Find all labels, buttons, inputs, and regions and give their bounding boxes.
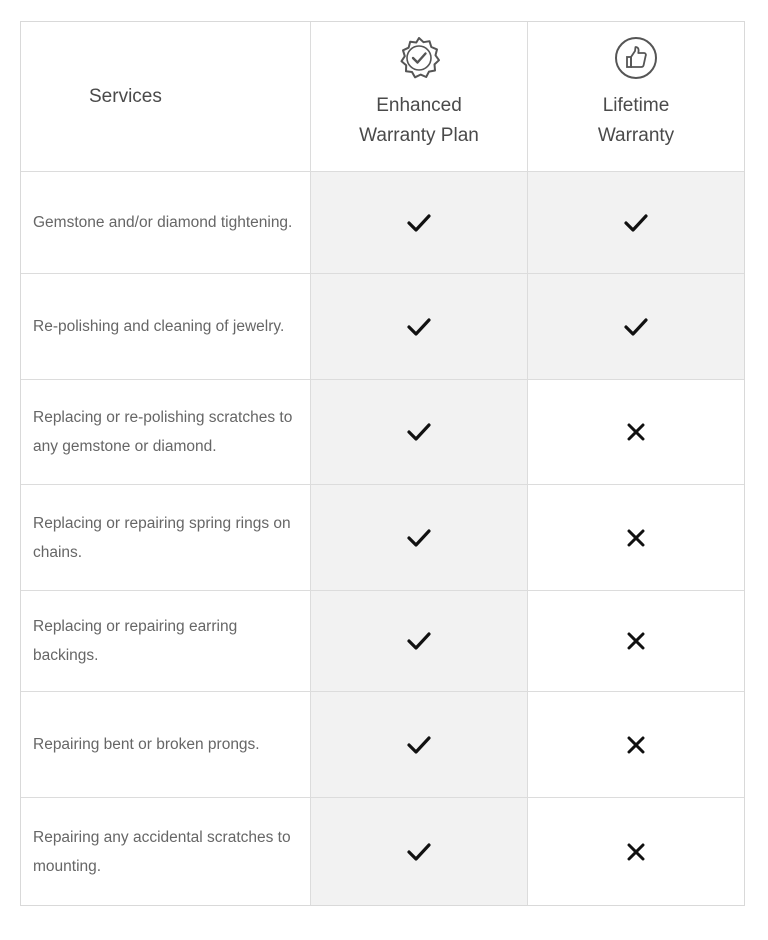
cross-icon	[627, 423, 645, 441]
enhanced-mark-cell	[311, 380, 528, 485]
check-icon	[407, 213, 431, 233]
lifetime-mark-cell	[528, 798, 744, 905]
service-cell: Replacing or re-polishing scratches to any gemstone or diamond.	[21, 380, 311, 485]
cross-icon	[627, 736, 645, 754]
lifetime-mark-cell	[528, 591, 744, 692]
warranty-comparison-table	[20, 21, 745, 906]
service-cell: Repairing any accidental scratches to mounting.	[21, 798, 311, 905]
badge-check-icon	[397, 36, 441, 85]
enhanced-mark-cell	[311, 485, 528, 591]
enhanced-mark-cell	[311, 274, 528, 380]
check-icon	[407, 528, 431, 548]
lifetime-mark-cell	[528, 692, 744, 798]
service-cell: Repairing bent or broken prongs.	[21, 692, 311, 798]
enhanced-mark-cell	[311, 692, 528, 798]
lifetime-warranty-header	[528, 22, 744, 172]
thumbs-up-icon	[614, 36, 658, 85]
enhanced-mark-cell	[311, 591, 528, 692]
lifetime-mark-cell	[528, 380, 744, 485]
check-icon	[407, 631, 431, 651]
service-cell: Replacing or repairing spring rings on chains.	[21, 485, 311, 591]
enhanced-plan-header	[311, 22, 528, 172]
enhanced-mark-cell	[311, 172, 528, 274]
cross-icon	[627, 529, 645, 547]
service-cell: Re-polishing and cleaning of jewelry.	[21, 274, 311, 380]
lifetime-warranty-title-line1: Lifetime	[602, 95, 670, 116]
check-icon	[624, 213, 648, 233]
service-cell: Gemstone and/or diamond tightening.	[21, 172, 311, 274]
lifetime-mark-cell	[528, 274, 744, 380]
services-header	[21, 22, 311, 172]
enhanced-plan-title-line2: Warranty Plan	[359, 125, 479, 146]
services-header-label: Services	[89, 85, 162, 107]
lifetime-mark-cell	[528, 485, 744, 591]
check-icon	[624, 317, 648, 337]
cross-icon	[627, 632, 645, 650]
check-icon	[407, 735, 431, 755]
check-icon	[407, 422, 431, 442]
lifetime-mark-cell	[528, 172, 744, 274]
enhanced-plan-title-line1: Enhanced	[376, 95, 462, 116]
lifetime-warranty-title-line2: Warranty	[597, 125, 675, 146]
check-icon	[407, 317, 431, 337]
service-cell: Replacing or repairing earring backings.	[21, 591, 311, 692]
enhanced-mark-cell	[311, 798, 528, 905]
check-icon	[407, 842, 431, 862]
cross-icon	[627, 843, 645, 861]
